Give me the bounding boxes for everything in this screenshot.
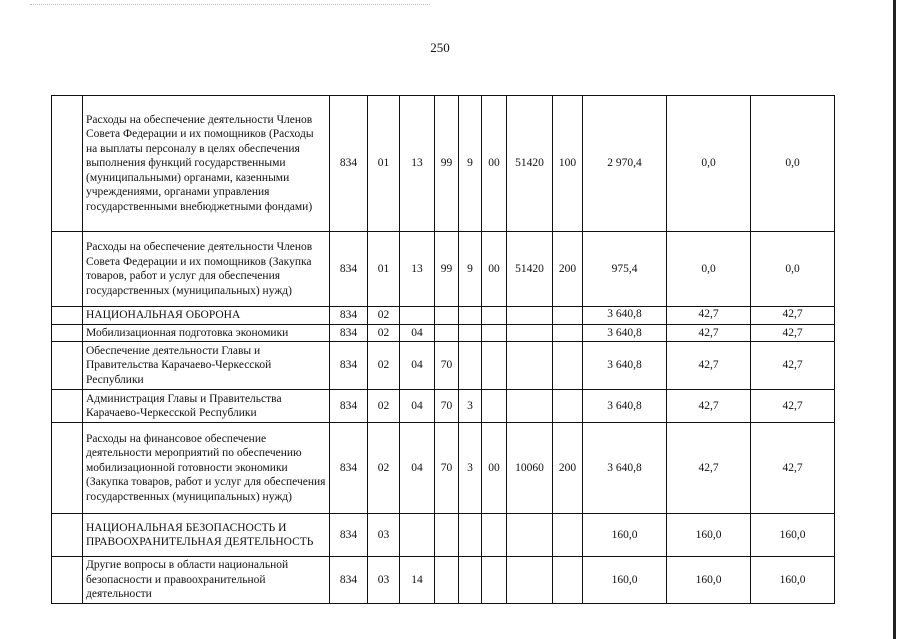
code-admin: 834 [330, 307, 368, 325]
row-name: Мобилизационная подготовка экономики [83, 324, 330, 342]
code-main-event: 00 [482, 96, 507, 232]
amount-year-3: 42,7 [751, 423, 835, 514]
code-program [435, 307, 459, 325]
code-program [435, 557, 459, 604]
table-row [52, 96, 835, 232]
code-expense-type: 200 [553, 423, 583, 514]
code-main-event [482, 307, 507, 325]
row-name: Администрация Главы и Правительства Карачаево-Черкесской Республики [83, 390, 330, 423]
code-admin: 834 [330, 96, 368, 232]
table-row [52, 324, 835, 342]
code-program: 70 [435, 390, 459, 423]
code-expense-type [553, 557, 583, 604]
amount-year-3: 42,7 [751, 307, 835, 325]
code-subsection: 04 [400, 423, 435, 514]
code-admin: 834 [330, 514, 368, 557]
code-admin: 834 [330, 342, 368, 390]
code-subsection: 13 [400, 96, 435, 232]
code-subprogram [459, 514, 482, 557]
row-name: НАЦИОНАЛЬНАЯ БЕЗОПАСНОСТЬ И ПРАВООХРАНИТЕЛЬНАЯ ДЕЯТЕЛЬНОСТЬ [83, 514, 330, 557]
code-section: 01 [368, 96, 400, 232]
code-subsection: 14 [400, 557, 435, 604]
amount-year-2: 0,0 [667, 232, 751, 307]
amount-year-2: 42,7 [667, 324, 751, 342]
code-direction [507, 307, 553, 325]
blank-cell [52, 342, 83, 390]
scan-artifact-line [30, 4, 430, 5]
amount-year-3: 0,0 [751, 96, 835, 232]
code-main-event: 00 [482, 232, 507, 307]
table-row [52, 307, 835, 325]
row-name: Обеспечение деятельности Главы и Правительства Карачаево-Черкесской Республики [83, 342, 330, 390]
code-program: 70 [435, 423, 459, 514]
code-admin: 834 [330, 557, 368, 604]
code-section: 01 [368, 232, 400, 307]
blank-cell [52, 324, 83, 342]
blank-cell [52, 514, 83, 557]
code-expense-type [553, 390, 583, 423]
table-row [52, 342, 835, 390]
amount-year-1: 160,0 [583, 514, 667, 557]
code-expense-type: 200 [553, 232, 583, 307]
code-subprogram [459, 342, 482, 390]
code-admin: 834 [330, 232, 368, 307]
code-expense-type [553, 514, 583, 557]
blank-cell [52, 232, 83, 307]
code-subsection: 04 [400, 324, 435, 342]
code-section: 02 [368, 342, 400, 390]
row-name: НАЦИОНАЛЬНАЯ ОБОРОНА [83, 307, 330, 325]
code-expense-type [553, 342, 583, 390]
row-name: Расходы на финансовое обеспечение деятельности мероприятий по обеспечению мобилизационной готовности экономики (Закупка товаров, работ и услуг для обеспечения государственных (муниципальных) нужд) [83, 423, 330, 514]
code-direction: 51420 [507, 96, 553, 232]
code-section: 03 [368, 557, 400, 604]
code-expense-type: 100 [553, 96, 583, 232]
code-direction [507, 514, 553, 557]
blank-cell [52, 557, 83, 604]
amount-year-2: 160,0 [667, 557, 751, 604]
amount-year-2: 42,7 [667, 307, 751, 325]
amount-year-1: 975,4 [583, 232, 667, 307]
table-row [52, 390, 835, 423]
code-subsection: 04 [400, 390, 435, 423]
table-row [52, 423, 835, 514]
code-subprogram: 3 [459, 423, 482, 514]
table-row [52, 232, 835, 307]
code-direction: 10060 [507, 423, 553, 514]
code-section: 02 [368, 307, 400, 325]
amount-year-1: 3 640,8 [583, 342, 667, 390]
amount-year-3: 42,7 [751, 342, 835, 390]
code-main-event [482, 557, 507, 604]
code-main-event [482, 324, 507, 342]
amount-year-3: 0,0 [751, 232, 835, 307]
code-direction [507, 390, 553, 423]
amount-year-1: 160,0 [583, 557, 667, 604]
row-name: Расходы на обеспечение деятельности Членов Совета Федерации и их помощников (Закупка товаров, работ и услуг для обеспечения государственных (муниципальных) нужд) [83, 232, 330, 307]
code-program: 70 [435, 342, 459, 390]
code-subprogram [459, 307, 482, 325]
code-main-event [482, 514, 507, 557]
code-subsection: 04 [400, 342, 435, 390]
blank-cell [52, 307, 83, 325]
code-subsection [400, 514, 435, 557]
code-subsection [400, 307, 435, 325]
blank-cell [52, 423, 83, 514]
code-program [435, 324, 459, 342]
amount-year-3: 42,7 [751, 324, 835, 342]
code-section: 03 [368, 514, 400, 557]
amount-year-2: 42,7 [667, 342, 751, 390]
amount-year-2: 0,0 [667, 96, 751, 232]
code-admin: 834 [330, 324, 368, 342]
blank-cell [52, 96, 83, 232]
code-main-event [482, 390, 507, 423]
code-admin: 834 [330, 390, 368, 423]
code-program: 99 [435, 232, 459, 307]
amount-year-3: 160,0 [751, 557, 835, 604]
code-section: 02 [368, 324, 400, 342]
code-expense-type [553, 324, 583, 342]
amount-year-1: 2 970,4 [583, 96, 667, 232]
row-name: Расходы на обеспечение деятельности Членов Совета Федерации и их помощников (Расходы на выплаты персоналу в целях обеспечения выполнения функций государственными (муниципальными) органами, казенными учреждениями, органами управления государственными внебюджетными фондами) [83, 96, 330, 232]
code-program: 99 [435, 96, 459, 232]
code-direction [507, 342, 553, 390]
code-subsection: 13 [400, 232, 435, 307]
code-subprogram [459, 324, 482, 342]
code-main-event: 00 [482, 423, 507, 514]
amount-year-3: 160,0 [751, 514, 835, 557]
code-direction [507, 324, 553, 342]
amount-year-2: 42,7 [667, 390, 751, 423]
page-number: 250 [430, 40, 450, 55]
row-name: Другие вопросы в области национальной безопасности и правоохранительной деятельности [83, 557, 330, 604]
amount-year-2: 42,7 [667, 423, 751, 514]
code-subprogram: 3 [459, 390, 482, 423]
amount-year-2: 160,0 [667, 514, 751, 557]
code-section: 02 [368, 423, 400, 514]
scan-page-edge [893, 0, 896, 639]
amount-year-3: 42,7 [751, 390, 835, 423]
table-row [52, 514, 835, 557]
budget-table [51, 95, 835, 604]
table-row [52, 557, 835, 604]
code-subprogram: 9 [459, 232, 482, 307]
code-admin: 834 [330, 423, 368, 514]
amount-year-1: 3 640,8 [583, 390, 667, 423]
code-subprogram [459, 557, 482, 604]
blank-cell [52, 390, 83, 423]
code-direction: 51420 [507, 232, 553, 307]
amount-year-1: 3 640,8 [583, 324, 667, 342]
amount-year-1: 3 640,8 [583, 307, 667, 325]
amount-year-1: 3 640,8 [583, 423, 667, 514]
code-expense-type [553, 307, 583, 325]
code-program [435, 514, 459, 557]
code-direction [507, 557, 553, 604]
code-main-event [482, 342, 507, 390]
code-section: 02 [368, 390, 400, 423]
code-subprogram: 9 [459, 96, 482, 232]
